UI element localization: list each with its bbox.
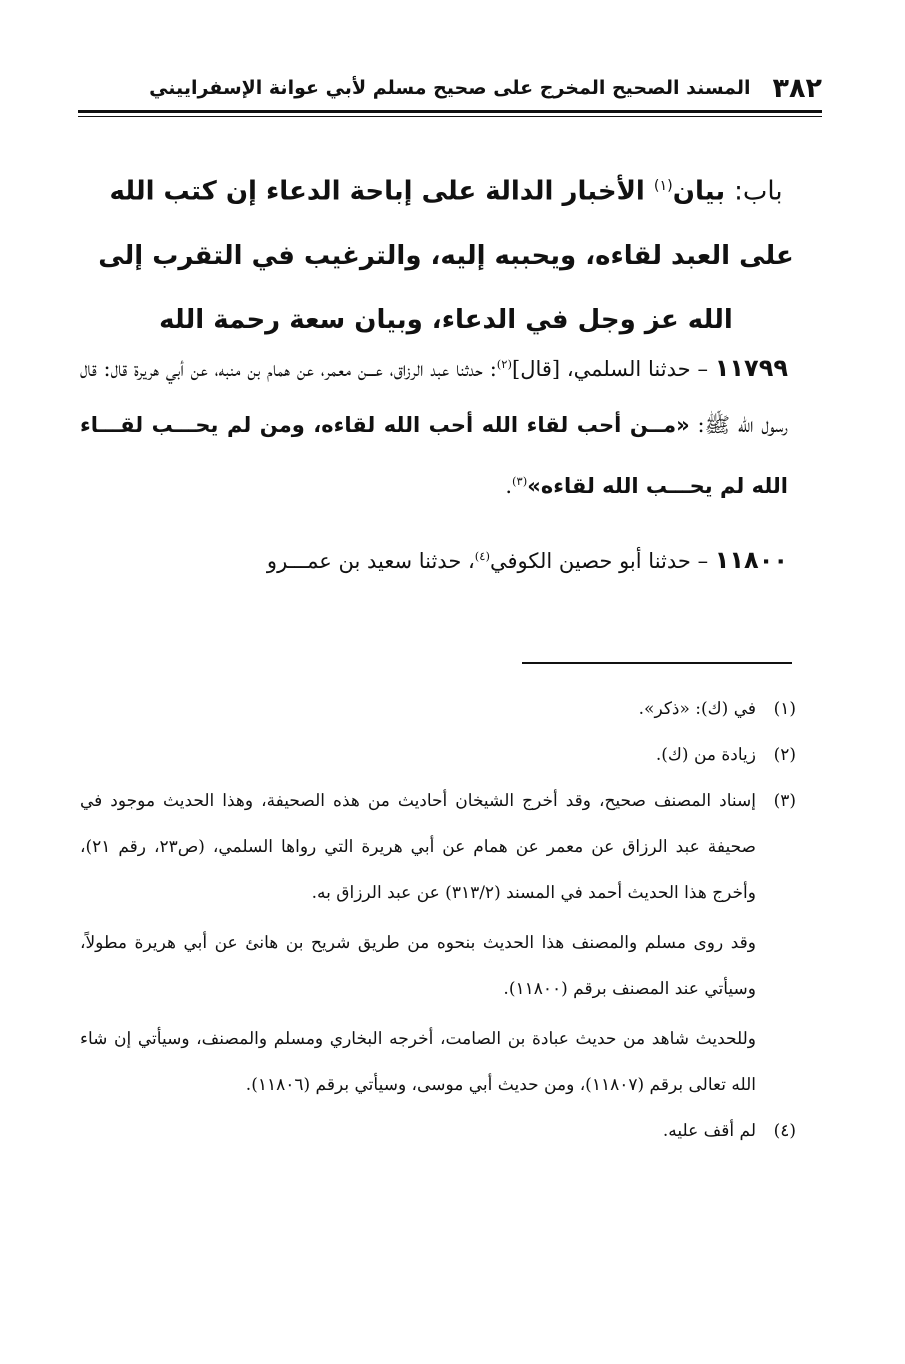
footnote-1 <box>80 686 796 732</box>
footnote-number: (٤) <box>773 1121 796 1141</box>
hadith-isnad-cont: : حدثنا عبد الرزاق، عـــن معمر، عن همام بن منبه، عن أبي هريرة قال: قال رسول الله ﷺ: <box>80 357 788 437</box>
main-text <box>80 336 788 589</box>
footnote-number: (٣) <box>773 791 796 811</box>
footnote-text: وللحديث شاهد من حديث عبادة بن الصامت، أخرجه البخاري ومسلم والمصنف، وسيأتي إن شاء الله تعالى برقم (١١٨٠٧)، ومن حديث أبي موسى، وسيأتي برقم (١١٨٠٦). <box>80 1029 756 1095</box>
footnote-ref-3: (٣) <box>512 474 528 488</box>
footnotes <box>80 686 796 1154</box>
footnote-number: (٢) <box>773 745 796 765</box>
hadith-end: . <box>505 474 513 498</box>
hadith-number: ١١٨٠٠ <box>714 546 788 574</box>
chapter-title-rest: الأخبار الدالة على إباحة الدعاء إن كتب الله على العبد لقاءه، ويحببه إليه، والترغيب في التقرب إلى الله عز وجل في الدعاء، وبيان سعة رحمة الله <box>98 176 794 335</box>
header-rule-thin <box>78 116 822 117</box>
chapter-heading <box>96 154 796 352</box>
footnote-number: (١) <box>773 699 796 719</box>
footnote-ref-1: (١) <box>653 178 673 194</box>
hadith-isnad: حدثنا أبو حصين الكوفي <box>490 549 691 573</box>
footnote-text: إسناد المصنف صحيح، وقد أخرج الشيخان أحاديث من هذه الصحيفة، وهذا الحديث موجود في صحيفة عبد الرزاق عن معمر عن همام عن أبي هريرة التي رواها السلمي، (ص٢٣، رقم ٢١)، وأخرج هذا الحديث أحمد في المسند (٣١٣/٢) عن عبد الرزاق به. <box>80 791 756 903</box>
hadith-isnad: حدثنا السلمي، [قال] <box>512 357 691 381</box>
footnote-text: زيادة من (ك). <box>655 745 756 765</box>
footnote-separator <box>522 662 792 664</box>
hadith-dash: – <box>697 549 709 573</box>
hadith-11799 <box>80 336 788 514</box>
hadith-11800 <box>80 528 788 589</box>
hadith-isnad-cont: ، حدثنا سعيد بن عمـــرو <box>266 549 475 573</box>
header-rule-thick <box>78 110 822 113</box>
running-header <box>78 68 822 108</box>
chapter-label: باب: <box>734 176 783 207</box>
footnote-text: وقد روى مسلم والمصنف هذا الحديث بنحوه من طريق شريح بن هانئ عن أبي هريرة مطولاً، وسيأتي عند المصنف برقم (١١٨٠٠). <box>80 933 756 999</box>
footnote-3 <box>80 778 796 1108</box>
footnote-ref-2: (٢) <box>496 357 513 371</box>
book-title: المسند الصحيح المخرج على صحيح مسلم لأبي عوانة الإسفراييني <box>149 77 751 99</box>
footnote-text: في (ك): «ذكر». <box>638 699 756 719</box>
footnote-2 <box>80 732 796 778</box>
hadith-matn: «مــن أحب لقاء الله أحب الله لقاءه، ومن لم يحـــب لقـــاء الله لم يحـــب الله لقاءه» <box>80 413 788 498</box>
footnote-text: لم أقف عليه. <box>662 1121 756 1141</box>
footnote-ref-4: (٤) <box>474 549 490 563</box>
hadith-number: ١١٧٩٩ <box>714 354 788 382</box>
chapter-title-start: بيان <box>672 176 726 207</box>
hadith-dash: – <box>697 357 708 381</box>
page-number: ٣٨٢ <box>772 72 822 104</box>
footnote-4 <box>80 1108 796 1154</box>
